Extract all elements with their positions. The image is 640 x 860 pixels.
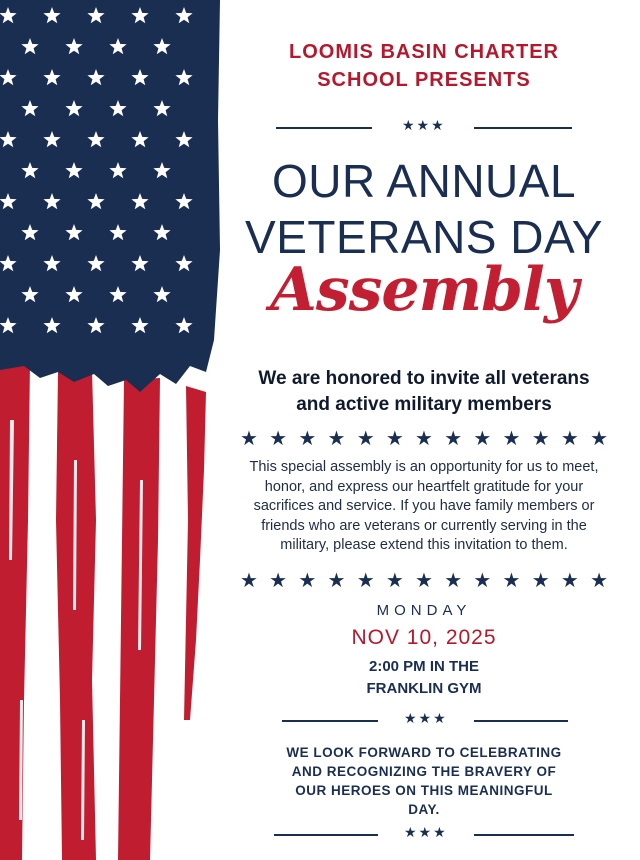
star-icon: ★ — [502, 570, 521, 592]
star-icon: ★ — [415, 570, 433, 592]
divider-top — [276, 117, 572, 134]
presenter-line-1: LOOMIS BASIN CHARTER — [289, 41, 559, 63]
star-icon: ★ — [327, 570, 346, 592]
star-icon: ★ — [444, 570, 463, 592]
star-icon: ★ — [356, 570, 375, 592]
star-icon: ★ — [444, 428, 463, 450]
star-icon: ★ — [385, 428, 404, 450]
presenter-line-2: SCHOOL PRESENTS — [317, 69, 531, 91]
headline-line-1: OUR ANNUAL — [271, 155, 577, 207]
divider-middle — [282, 710, 568, 727]
star-icon: ★ — [269, 570, 288, 592]
star-icon: ★ — [560, 428, 579, 450]
star-icon: ★ — [473, 428, 492, 450]
star-icon: ★ — [590, 570, 608, 592]
divider-stars: ★★★ — [402, 117, 446, 133]
star-icon: ★ — [590, 428, 608, 450]
star-icon: ★ — [560, 570, 579, 592]
headline-script-word: Assembly — [270, 255, 578, 325]
closing-line: WE LOOK FORWARD TO CELEBRATING — [286, 745, 562, 760]
star-icon: ★ — [240, 428, 258, 450]
star-icon: ★ — [502, 428, 521, 450]
event-date: NOV 10, 2025 — [351, 626, 497, 649]
star-icon: ★ — [385, 570, 404, 592]
event-location: FRANKLIN GYM — [366, 680, 482, 697]
headline — [232, 153, 616, 265]
headline-line-2: VETERANS DAY — [245, 211, 603, 263]
star-icon: ★ — [269, 428, 288, 450]
star-icon: ★ — [327, 428, 346, 450]
presenter-title — [232, 38, 616, 94]
event-time: 2:00 PM IN THE — [368, 658, 480, 675]
closing-line: DAY. — [408, 802, 440, 817]
event-day: MONDAY — [376, 602, 472, 619]
paragraph-line: This special assembly is an opportunity for us to meet, — [249, 459, 599, 475]
star-icon: ★ — [415, 428, 433, 450]
star-row-top — [240, 426, 608, 451]
star-icon: ★ — [531, 570, 550, 592]
invitation-line-1: We are honored to invite all veterans — [258, 368, 590, 389]
star-icon: ★ — [240, 570, 258, 592]
divider-stars: ★★★ — [404, 710, 448, 726]
star-icon: ★ — [356, 428, 375, 450]
star-icon: ★ — [531, 428, 550, 450]
body-paragraph — [232, 458, 616, 556]
closing-line: AND RECOGNIZING THE BRAVERY OF — [291, 764, 557, 779]
star-icon: ★ — [298, 570, 317, 592]
closing-line: OUR HEROES ON THIS MEANINGFUL — [295, 783, 553, 798]
invitation-line-2: and active military members — [296, 394, 552, 415]
paragraph-line: honor, and express our heartfelt gratitude for your — [264, 478, 584, 495]
event-time-location — [232, 656, 616, 700]
paragraph-line: military, please extend this invitation to them. — [280, 537, 568, 553]
divider-stars: ★★★ — [404, 824, 448, 840]
flyer-content — [232, 0, 616, 860]
divider-bottom — [274, 824, 574, 841]
invitation-heading — [232, 366, 616, 418]
american-flag-icon — [0, 0, 230, 860]
star-row-bottom — [240, 568, 608, 593]
closing-message — [272, 743, 576, 819]
paragraph-line: friends who are veterans or currently serving in the — [261, 517, 587, 534]
star-icon: ★ — [298, 428, 317, 450]
star-icon: ★ — [473, 570, 492, 592]
paragraph-line: sacrifices and service. If you have family members or — [253, 498, 595, 514]
